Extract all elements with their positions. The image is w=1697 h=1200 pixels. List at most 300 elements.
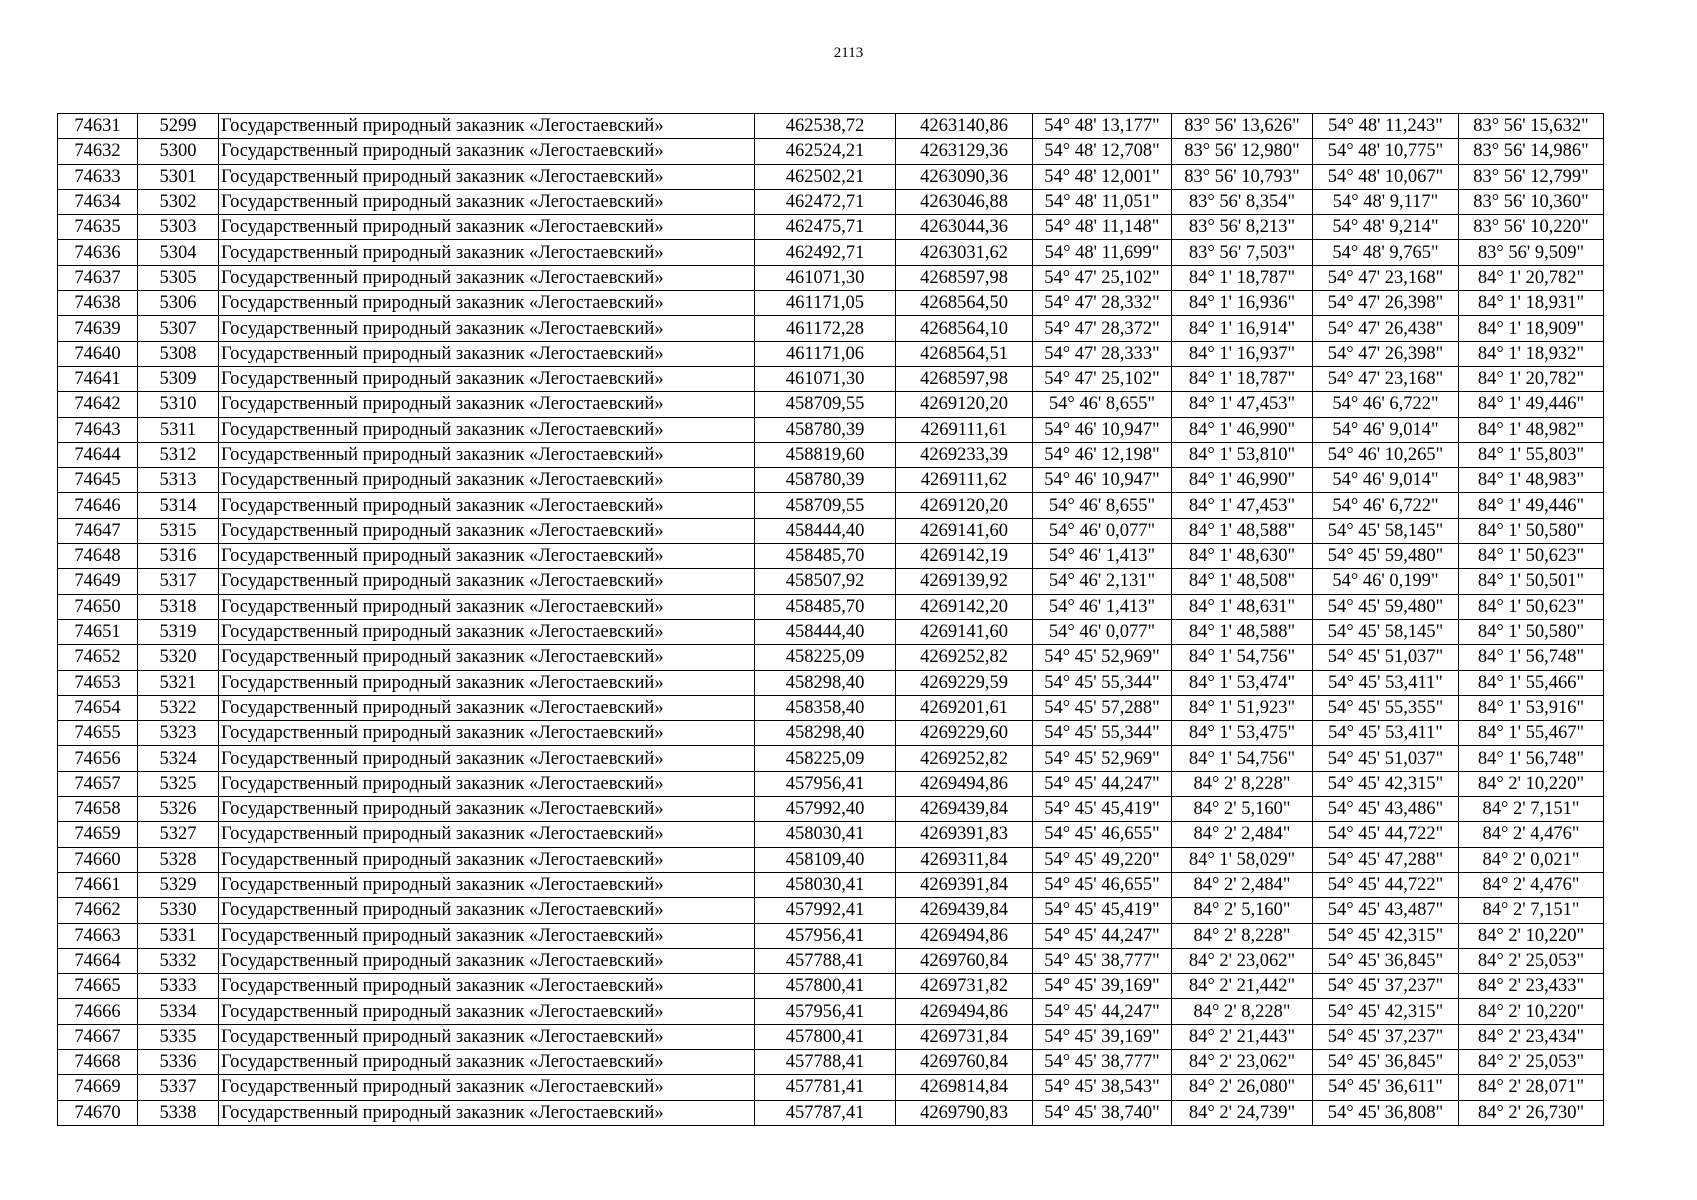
latitude-1-cell: 54° 45' 46,655" bbox=[1033, 822, 1172, 847]
record-number-cell: 74669 bbox=[58, 1075, 138, 1100]
latitude-2-cell: 54° 45' 47,288" bbox=[1313, 847, 1459, 872]
latitude-1-cell: 54° 46' 0,077" bbox=[1033, 518, 1172, 543]
longitude-1-cell: 83° 56' 8,354" bbox=[1172, 189, 1313, 214]
coord-x-cell: 458709,55 bbox=[755, 493, 896, 518]
record-number-cell: 74667 bbox=[58, 1024, 138, 1049]
longitude-1-cell: 83° 56' 8,213" bbox=[1172, 215, 1313, 240]
latitude-2-cell: 54° 48' 11,243" bbox=[1313, 114, 1459, 139]
coord-x-cell: 458109,40 bbox=[755, 847, 896, 872]
latitude-2-cell: 54° 46' 10,265" bbox=[1313, 442, 1459, 467]
coord-x-cell: 457781,41 bbox=[755, 1075, 896, 1100]
coord-y-cell: 4263090,36 bbox=[896, 164, 1033, 189]
latitude-2-cell: 54° 45' 36,845" bbox=[1313, 948, 1459, 973]
latitude-2-cell: 54° 45' 42,315" bbox=[1313, 771, 1459, 796]
coord-y-cell: 4269439,84 bbox=[896, 898, 1033, 923]
table-row bbox=[58, 468, 1604, 493]
longitude-2-cell: 84° 1' 55,467" bbox=[1459, 721, 1604, 746]
latitude-1-cell: 54° 47' 28,333" bbox=[1033, 341, 1172, 366]
coord-x-cell: 461171,06 bbox=[755, 341, 896, 366]
point-number-cell: 5307 bbox=[138, 316, 219, 341]
table-row bbox=[58, 1100, 1604, 1125]
latitude-1-cell: 54° 48' 12,001" bbox=[1033, 164, 1172, 189]
latitude-2-cell: 54° 45' 59,480" bbox=[1313, 594, 1459, 619]
table-row bbox=[58, 569, 1604, 594]
latitude-2-cell: 54° 48' 10,775" bbox=[1313, 139, 1459, 164]
latitude-1-cell: 54° 48' 11,051" bbox=[1033, 189, 1172, 214]
coord-y-cell: 4263140,86 bbox=[896, 114, 1033, 139]
table-row bbox=[58, 544, 1604, 569]
coord-x-cell: 458709,55 bbox=[755, 392, 896, 417]
coord-y-cell: 4269494,86 bbox=[896, 999, 1033, 1024]
record-number-cell: 74660 bbox=[58, 847, 138, 872]
latitude-1-cell: 54° 48' 11,699" bbox=[1033, 240, 1172, 265]
record-number-cell: 74648 bbox=[58, 544, 138, 569]
record-number-cell: 74633 bbox=[58, 164, 138, 189]
object-name-cell: Государственный природный заказник «Легостаевский» bbox=[219, 1100, 755, 1125]
table-row bbox=[58, 721, 1604, 746]
table-row bbox=[58, 619, 1604, 644]
coord-x-cell: 457992,40 bbox=[755, 797, 896, 822]
longitude-1-cell: 84° 1' 16,914" bbox=[1172, 316, 1313, 341]
longitude-1-cell: 84° 1' 48,631" bbox=[1172, 594, 1313, 619]
point-number-cell: 5334 bbox=[138, 999, 219, 1024]
latitude-2-cell: 54° 46' 6,722" bbox=[1313, 392, 1459, 417]
coord-y-cell: 4269252,82 bbox=[896, 746, 1033, 771]
latitude-1-cell: 54° 48' 12,708" bbox=[1033, 139, 1172, 164]
latitude-2-cell: 54° 47' 23,168" bbox=[1313, 366, 1459, 391]
coord-y-cell: 4269760,84 bbox=[896, 948, 1033, 973]
coord-x-cell: 458507,92 bbox=[755, 569, 896, 594]
coord-y-cell: 4269391,84 bbox=[896, 872, 1033, 897]
table-row bbox=[58, 872, 1604, 897]
object-name-cell: Государственный природный заказник «Легостаевский» bbox=[219, 923, 755, 948]
record-number-cell: 74663 bbox=[58, 923, 138, 948]
object-name-cell: Государственный природный заказник «Легостаевский» bbox=[219, 1075, 755, 1100]
record-number-cell: 74631 bbox=[58, 114, 138, 139]
coord-y-cell: 4268564,51 bbox=[896, 341, 1033, 366]
latitude-2-cell: 54° 45' 36,845" bbox=[1313, 1049, 1459, 1074]
longitude-2-cell: 84° 2' 23,434" bbox=[1459, 1024, 1604, 1049]
record-number-cell: 74646 bbox=[58, 493, 138, 518]
point-number-cell: 5318 bbox=[138, 594, 219, 619]
coord-y-cell: 4269141,60 bbox=[896, 619, 1033, 644]
coord-x-cell: 458030,41 bbox=[755, 822, 896, 847]
coord-y-cell: 4269439,84 bbox=[896, 797, 1033, 822]
table-row bbox=[58, 215, 1604, 240]
point-number-cell: 5325 bbox=[138, 771, 219, 796]
coord-x-cell: 457956,41 bbox=[755, 999, 896, 1024]
longitude-2-cell: 84° 1' 48,983" bbox=[1459, 468, 1604, 493]
longitude-1-cell: 84° 1' 47,453" bbox=[1172, 392, 1313, 417]
point-number-cell: 5328 bbox=[138, 847, 219, 872]
record-number-cell: 74635 bbox=[58, 215, 138, 240]
object-name-cell: Государственный природный заказник «Легостаевский» bbox=[219, 999, 755, 1024]
longitude-1-cell: 84° 2' 2,484" bbox=[1172, 822, 1313, 847]
longitude-2-cell: 84° 1' 49,446" bbox=[1459, 493, 1604, 518]
coord-x-cell: 458225,09 bbox=[755, 645, 896, 670]
coord-x-cell: 458485,70 bbox=[755, 544, 896, 569]
point-number-cell: 5332 bbox=[138, 948, 219, 973]
point-number-cell: 5323 bbox=[138, 721, 219, 746]
longitude-2-cell: 84° 1' 56,748" bbox=[1459, 645, 1604, 670]
longitude-1-cell: 84° 1' 18,787" bbox=[1172, 366, 1313, 391]
longitude-2-cell: 83° 56' 12,799" bbox=[1459, 164, 1604, 189]
latitude-2-cell: 54° 45' 44,722" bbox=[1313, 822, 1459, 847]
longitude-1-cell: 83° 56' 12,980" bbox=[1172, 139, 1313, 164]
latitude-2-cell: 54° 46' 6,722" bbox=[1313, 493, 1459, 518]
object-name-cell: Государственный природный заказник «Легостаевский» bbox=[219, 1024, 755, 1049]
latitude-1-cell: 54° 46' 8,655" bbox=[1033, 493, 1172, 518]
object-name-cell: Государственный природный заказник «Легостаевский» bbox=[219, 948, 755, 973]
point-number-cell: 5302 bbox=[138, 189, 219, 214]
latitude-1-cell: 54° 45' 46,655" bbox=[1033, 872, 1172, 897]
table-row bbox=[58, 974, 1604, 999]
longitude-2-cell: 84° 1' 50,501" bbox=[1459, 569, 1604, 594]
record-number-cell: 74649 bbox=[58, 569, 138, 594]
coord-y-cell: 4269141,60 bbox=[896, 518, 1033, 543]
record-number-cell: 74637 bbox=[58, 265, 138, 290]
longitude-2-cell: 84° 2' 10,220" bbox=[1459, 999, 1604, 1024]
coord-y-cell: 4269229,59 bbox=[896, 670, 1033, 695]
coord-x-cell: 458358,40 bbox=[755, 695, 896, 720]
coord-x-cell: 458485,70 bbox=[755, 594, 896, 619]
coord-x-cell: 461071,30 bbox=[755, 265, 896, 290]
point-number-cell: 5313 bbox=[138, 468, 219, 493]
coord-x-cell: 457788,41 bbox=[755, 1049, 896, 1074]
coord-x-cell: 457787,41 bbox=[755, 1100, 896, 1125]
coord-y-cell: 4269142,19 bbox=[896, 544, 1033, 569]
record-number-cell: 74643 bbox=[58, 417, 138, 442]
longitude-2-cell: 84° 1' 49,446" bbox=[1459, 392, 1604, 417]
record-number-cell: 74640 bbox=[58, 341, 138, 366]
longitude-2-cell: 84° 1' 55,803" bbox=[1459, 442, 1604, 467]
coord-x-cell: 462502,21 bbox=[755, 164, 896, 189]
coord-x-cell: 458298,40 bbox=[755, 721, 896, 746]
latitude-1-cell: 54° 46' 10,947" bbox=[1033, 468, 1172, 493]
coord-y-cell: 4269111,61 bbox=[896, 417, 1033, 442]
point-number-cell: 5317 bbox=[138, 569, 219, 594]
table-row bbox=[58, 417, 1604, 442]
record-number-cell: 74641 bbox=[58, 366, 138, 391]
point-number-cell: 5306 bbox=[138, 291, 219, 316]
object-name-cell: Государственный природный заказник «Легостаевский» bbox=[219, 1049, 755, 1074]
latitude-1-cell: 54° 48' 11,148" bbox=[1033, 215, 1172, 240]
longitude-1-cell: 84° 1' 53,475" bbox=[1172, 721, 1313, 746]
coord-x-cell: 457788,41 bbox=[755, 948, 896, 973]
object-name-cell: Государственный природный заказник «Легостаевский» bbox=[219, 139, 755, 164]
longitude-2-cell: 84° 1' 55,466" bbox=[1459, 670, 1604, 695]
latitude-2-cell: 54° 48' 10,067" bbox=[1313, 164, 1459, 189]
table-row bbox=[58, 341, 1604, 366]
table-row bbox=[58, 822, 1604, 847]
point-number-cell: 5300 bbox=[138, 139, 219, 164]
longitude-2-cell: 84° 1' 18,932" bbox=[1459, 341, 1604, 366]
point-number-cell: 5316 bbox=[138, 544, 219, 569]
latitude-1-cell: 54° 45' 49,220" bbox=[1033, 847, 1172, 872]
point-number-cell: 5324 bbox=[138, 746, 219, 771]
coord-y-cell: 4269814,84 bbox=[896, 1075, 1033, 1100]
longitude-2-cell: 84° 2' 7,151" bbox=[1459, 898, 1604, 923]
latitude-1-cell: 54° 45' 52,969" bbox=[1033, 746, 1172, 771]
object-name-cell: Государственный природный заказник «Легостаевский» bbox=[219, 341, 755, 366]
longitude-1-cell: 83° 56' 7,503" bbox=[1172, 240, 1313, 265]
coord-y-cell: 4269142,20 bbox=[896, 594, 1033, 619]
table-row bbox=[58, 746, 1604, 771]
coord-x-cell: 458298,40 bbox=[755, 670, 896, 695]
table-row bbox=[58, 189, 1604, 214]
longitude-1-cell: 84° 2' 5,160" bbox=[1172, 797, 1313, 822]
record-number-cell: 74632 bbox=[58, 139, 138, 164]
coord-x-cell: 458030,41 bbox=[755, 872, 896, 897]
longitude-1-cell: 84° 1' 16,937" bbox=[1172, 341, 1313, 366]
coord-y-cell: 4269233,39 bbox=[896, 442, 1033, 467]
object-name-cell: Государственный природный заказник «Легостаевский» bbox=[219, 847, 755, 872]
longitude-1-cell: 84° 1' 53,474" bbox=[1172, 670, 1313, 695]
coord-y-cell: 4269120,20 bbox=[896, 493, 1033, 518]
latitude-2-cell: 54° 46' 9,014" bbox=[1313, 468, 1459, 493]
point-number-cell: 5329 bbox=[138, 872, 219, 897]
longitude-2-cell: 84° 1' 18,931" bbox=[1459, 291, 1604, 316]
record-number-cell: 74661 bbox=[58, 872, 138, 897]
record-number-cell: 74638 bbox=[58, 291, 138, 316]
coord-x-cell: 457956,41 bbox=[755, 923, 896, 948]
object-name-cell: Государственный природный заказник «Легостаевский» bbox=[219, 746, 755, 771]
table-row bbox=[58, 695, 1604, 720]
longitude-1-cell: 84° 1' 51,923" bbox=[1172, 695, 1313, 720]
latitude-2-cell: 54° 45' 36,808" bbox=[1313, 1100, 1459, 1125]
longitude-2-cell: 84° 1' 20,782" bbox=[1459, 366, 1604, 391]
latitude-2-cell: 54° 45' 55,355" bbox=[1313, 695, 1459, 720]
record-number-cell: 74668 bbox=[58, 1049, 138, 1074]
coord-y-cell: 4269120,20 bbox=[896, 392, 1033, 417]
longitude-1-cell: 83° 56' 13,626" bbox=[1172, 114, 1313, 139]
object-name-cell: Государственный природный заказник «Легостаевский» bbox=[219, 670, 755, 695]
latitude-2-cell: 54° 48' 9,117" bbox=[1313, 189, 1459, 214]
record-number-cell: 74645 bbox=[58, 468, 138, 493]
object-name-cell: Государственный природный заказник «Легостаевский» bbox=[219, 771, 755, 796]
table-row bbox=[58, 948, 1604, 973]
longitude-2-cell: 84° 2' 4,476" bbox=[1459, 822, 1604, 847]
latitude-1-cell: 54° 45' 38,740" bbox=[1033, 1100, 1172, 1125]
coord-y-cell: 4269391,83 bbox=[896, 822, 1033, 847]
coord-y-cell: 4269111,62 bbox=[896, 468, 1033, 493]
table-row bbox=[58, 1075, 1604, 1100]
longitude-1-cell: 84° 1' 48,588" bbox=[1172, 619, 1313, 644]
table-row bbox=[58, 797, 1604, 822]
object-name-cell: Государственный природный заказник «Легостаевский» bbox=[219, 594, 755, 619]
object-name-cell: Государственный природный заказник «Легостаевский» bbox=[219, 265, 755, 290]
longitude-1-cell: 84° 1' 47,453" bbox=[1172, 493, 1313, 518]
record-number-cell: 74644 bbox=[58, 442, 138, 467]
table-row bbox=[58, 139, 1604, 164]
coord-x-cell: 457956,41 bbox=[755, 771, 896, 796]
latitude-1-cell: 54° 45' 55,344" bbox=[1033, 670, 1172, 695]
longitude-2-cell: 83° 56' 10,360" bbox=[1459, 189, 1604, 214]
table-row bbox=[58, 898, 1604, 923]
latitude-2-cell: 54° 48' 9,765" bbox=[1313, 240, 1459, 265]
longitude-2-cell: 84° 2' 25,053" bbox=[1459, 1049, 1604, 1074]
coord-x-cell: 462492,71 bbox=[755, 240, 896, 265]
record-number-cell: 74659 bbox=[58, 822, 138, 847]
coord-y-cell: 4269760,84 bbox=[896, 1049, 1033, 1074]
longitude-1-cell: 84° 1' 46,990" bbox=[1172, 468, 1313, 493]
latitude-2-cell: 54° 45' 53,411" bbox=[1313, 721, 1459, 746]
longitude-1-cell: 84° 2' 23,062" bbox=[1172, 1049, 1313, 1074]
longitude-2-cell: 84° 2' 10,220" bbox=[1459, 923, 1604, 948]
table-row bbox=[58, 670, 1604, 695]
point-number-cell: 5337 bbox=[138, 1075, 219, 1100]
latitude-1-cell: 54° 46' 12,198" bbox=[1033, 442, 1172, 467]
latitude-2-cell: 54° 45' 51,037" bbox=[1313, 746, 1459, 771]
object-name-cell: Государственный природный заказник «Легостаевский» bbox=[219, 822, 755, 847]
point-number-cell: 5326 bbox=[138, 797, 219, 822]
longitude-1-cell: 84° 2' 21,443" bbox=[1172, 1024, 1313, 1049]
latitude-2-cell: 54° 45' 58,145" bbox=[1313, 518, 1459, 543]
coord-y-cell: 4263031,62 bbox=[896, 240, 1033, 265]
point-number-cell: 5314 bbox=[138, 493, 219, 518]
object-name-cell: Государственный природный заказник «Легостаевский» bbox=[219, 721, 755, 746]
latitude-2-cell: 54° 47' 26,398" bbox=[1313, 291, 1459, 316]
latitude-2-cell: 54° 45' 44,722" bbox=[1313, 872, 1459, 897]
longitude-2-cell: 84° 2' 23,433" bbox=[1459, 974, 1604, 999]
latitude-1-cell: 54° 48' 13,177" bbox=[1033, 114, 1172, 139]
latitude-2-cell: 54° 45' 42,315" bbox=[1313, 999, 1459, 1024]
table-row bbox=[58, 1049, 1604, 1074]
latitude-2-cell: 54° 45' 51,037" bbox=[1313, 645, 1459, 670]
object-name-cell: Государственный природный заказник «Легостаевский» bbox=[219, 468, 755, 493]
object-name-cell: Государственный природный заказник «Легостаевский» bbox=[219, 518, 755, 543]
longitude-1-cell: 84° 2' 21,442" bbox=[1172, 974, 1313, 999]
point-number-cell: 5335 bbox=[138, 1024, 219, 1049]
latitude-2-cell: 54° 45' 59,480" bbox=[1313, 544, 1459, 569]
point-number-cell: 5303 bbox=[138, 215, 219, 240]
latitude-2-cell: 54° 48' 9,214" bbox=[1313, 215, 1459, 240]
latitude-1-cell: 54° 45' 44,247" bbox=[1033, 999, 1172, 1024]
coord-y-cell: 4263046,88 bbox=[896, 189, 1033, 214]
latitude-1-cell: 54° 45' 44,247" bbox=[1033, 771, 1172, 796]
object-name-cell: Государственный природный заказник «Легостаевский» bbox=[219, 493, 755, 518]
latitude-1-cell: 54° 45' 38,777" bbox=[1033, 948, 1172, 973]
latitude-1-cell: 54° 45' 57,288" bbox=[1033, 695, 1172, 720]
object-name-cell: Государственный природный заказник «Легостаевский» bbox=[219, 569, 755, 594]
record-number-cell: 74666 bbox=[58, 999, 138, 1024]
record-number-cell: 74654 bbox=[58, 695, 138, 720]
longitude-2-cell: 84° 1' 48,982" bbox=[1459, 417, 1604, 442]
record-number-cell: 74655 bbox=[58, 721, 138, 746]
coord-x-cell: 458225,09 bbox=[755, 746, 896, 771]
longitude-2-cell: 83° 56' 9,509" bbox=[1459, 240, 1604, 265]
coord-y-cell: 4268564,50 bbox=[896, 291, 1033, 316]
point-number-cell: 5308 bbox=[138, 341, 219, 366]
coord-y-cell: 4269731,84 bbox=[896, 1024, 1033, 1049]
object-name-cell: Государственный природный заказник «Легостаевский» bbox=[219, 898, 755, 923]
longitude-2-cell: 84° 2' 10,220" bbox=[1459, 771, 1604, 796]
latitude-1-cell: 54° 46' 1,413" bbox=[1033, 544, 1172, 569]
point-number-cell: 5304 bbox=[138, 240, 219, 265]
object-name-cell: Государственный природный заказник «Легостаевский» bbox=[219, 797, 755, 822]
table-row bbox=[58, 392, 1604, 417]
longitude-2-cell: 84° 1' 50,623" bbox=[1459, 594, 1604, 619]
object-name-cell: Государственный природный заказник «Легостаевский» bbox=[219, 164, 755, 189]
longitude-1-cell: 84° 1' 54,756" bbox=[1172, 645, 1313, 670]
longitude-2-cell: 84° 1' 50,580" bbox=[1459, 518, 1604, 543]
record-number-cell: 74647 bbox=[58, 518, 138, 543]
latitude-2-cell: 54° 47' 23,168" bbox=[1313, 265, 1459, 290]
longitude-2-cell: 83° 56' 14,986" bbox=[1459, 139, 1604, 164]
table-row bbox=[58, 1024, 1604, 1049]
longitude-2-cell: 84° 1' 50,580" bbox=[1459, 619, 1604, 644]
longitude-1-cell: 84° 1' 53,810" bbox=[1172, 442, 1313, 467]
coord-y-cell: 4263044,36 bbox=[896, 215, 1033, 240]
longitude-1-cell: 83° 56' 10,793" bbox=[1172, 164, 1313, 189]
coord-x-cell: 458780,39 bbox=[755, 417, 896, 442]
longitude-2-cell: 84° 2' 0,021" bbox=[1459, 847, 1604, 872]
coord-y-cell: 4268597,98 bbox=[896, 366, 1033, 391]
object-name-cell: Государственный природный заказник «Легостаевский» bbox=[219, 417, 755, 442]
longitude-1-cell: 84° 2' 26,080" bbox=[1172, 1075, 1313, 1100]
object-name-cell: Государственный природный заказник «Легостаевский» bbox=[219, 392, 755, 417]
longitude-2-cell: 84° 1' 56,748" bbox=[1459, 746, 1604, 771]
coord-x-cell: 457992,41 bbox=[755, 898, 896, 923]
longitude-2-cell: 84° 2' 4,476" bbox=[1459, 872, 1604, 897]
longitude-2-cell: 84° 2' 7,151" bbox=[1459, 797, 1604, 822]
coordinates-table bbox=[57, 113, 1604, 1126]
point-number-cell: 5319 bbox=[138, 619, 219, 644]
object-name-cell: Государственный природный заказник «Легостаевский» bbox=[219, 872, 755, 897]
record-number-cell: 74653 bbox=[58, 670, 138, 695]
longitude-1-cell: 84° 2' 8,228" bbox=[1172, 923, 1313, 948]
coord-y-cell: 4269201,61 bbox=[896, 695, 1033, 720]
coord-x-cell: 462538,72 bbox=[755, 114, 896, 139]
longitude-1-cell: 84° 1' 48,588" bbox=[1172, 518, 1313, 543]
object-name-cell: Государственный природный заказник «Легостаевский» bbox=[219, 619, 755, 644]
record-number-cell: 74636 bbox=[58, 240, 138, 265]
coord-y-cell: 4268564,10 bbox=[896, 316, 1033, 341]
longitude-1-cell: 84° 1' 48,508" bbox=[1172, 569, 1313, 594]
longitude-1-cell: 84° 1' 46,990" bbox=[1172, 417, 1313, 442]
longitude-1-cell: 84° 1' 18,787" bbox=[1172, 265, 1313, 290]
point-number-cell: 5309 bbox=[138, 366, 219, 391]
object-name-cell: Государственный природный заказник «Легостаевский» bbox=[219, 316, 755, 341]
coord-x-cell: 462524,21 bbox=[755, 139, 896, 164]
coord-y-cell: 4269790,83 bbox=[896, 1100, 1033, 1125]
latitude-2-cell: 54° 47' 26,438" bbox=[1313, 316, 1459, 341]
latitude-1-cell: 54° 47' 25,102" bbox=[1033, 265, 1172, 290]
latitude-1-cell: 54° 45' 39,169" bbox=[1033, 1024, 1172, 1049]
table-row bbox=[58, 265, 1604, 290]
point-number-cell: 5305 bbox=[138, 265, 219, 290]
longitude-2-cell: 84° 1' 50,623" bbox=[1459, 544, 1604, 569]
longitude-1-cell: 84° 2' 5,160" bbox=[1172, 898, 1313, 923]
point-number-cell: 5311 bbox=[138, 417, 219, 442]
longitude-2-cell: 84° 2' 26,730" bbox=[1459, 1100, 1604, 1125]
table-row bbox=[58, 594, 1604, 619]
latitude-2-cell: 54° 45' 42,315" bbox=[1313, 923, 1459, 948]
latitude-1-cell: 54° 45' 45,419" bbox=[1033, 898, 1172, 923]
latitude-1-cell: 54° 45' 44,247" bbox=[1033, 923, 1172, 948]
point-number-cell: 5312 bbox=[138, 442, 219, 467]
coord-x-cell: 457800,41 bbox=[755, 974, 896, 999]
longitude-1-cell: 84° 2' 8,228" bbox=[1172, 999, 1313, 1024]
table-row bbox=[58, 493, 1604, 518]
coord-x-cell: 461071,30 bbox=[755, 366, 896, 391]
longitude-1-cell: 84° 1' 58,029" bbox=[1172, 847, 1313, 872]
record-number-cell: 74662 bbox=[58, 898, 138, 923]
longitude-1-cell: 84° 2' 8,228" bbox=[1172, 771, 1313, 796]
record-number-cell: 74639 bbox=[58, 316, 138, 341]
record-number-cell: 74665 bbox=[58, 974, 138, 999]
point-number-cell: 5327 bbox=[138, 822, 219, 847]
